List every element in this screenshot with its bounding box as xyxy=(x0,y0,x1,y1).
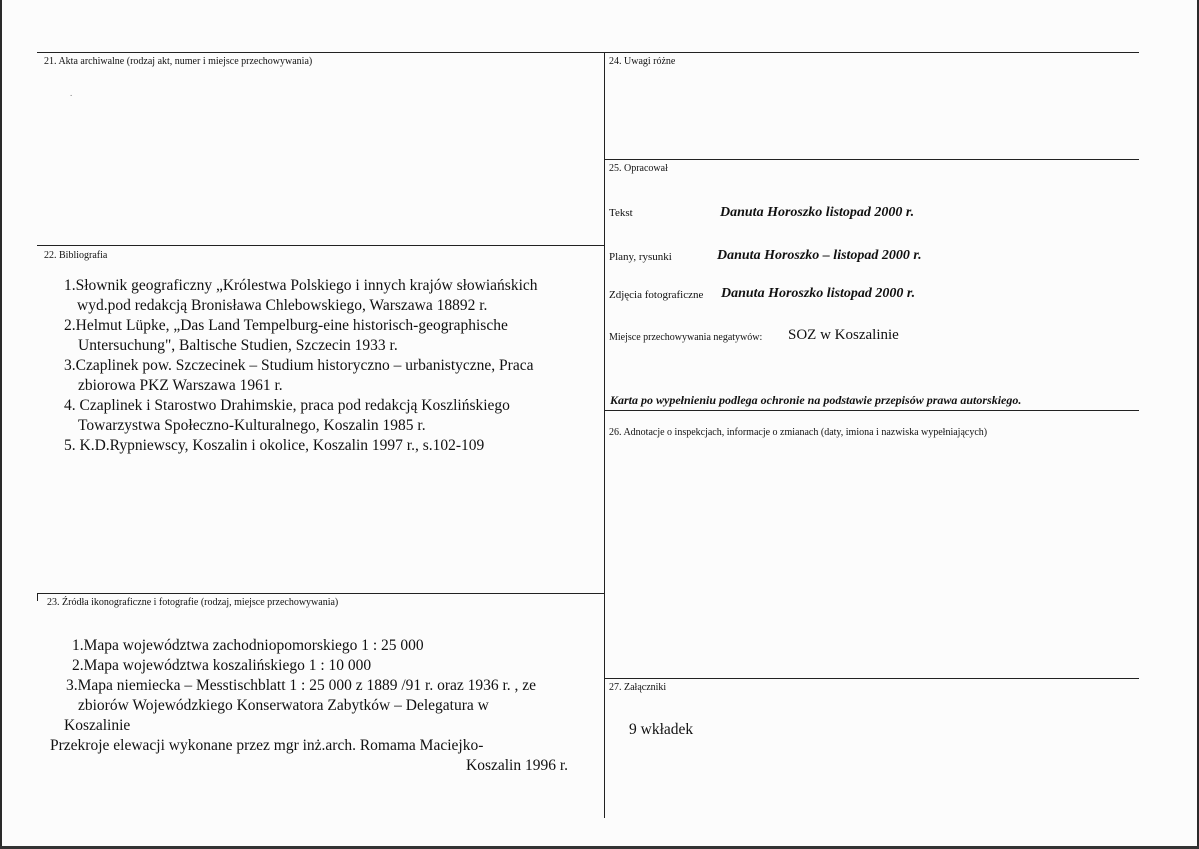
section-22-label: 22. Bibliografia xyxy=(44,250,108,261)
list-item: 2.Helmut Lüpke, „Das Land Tempelburg-eine historisch-geographische xyxy=(64,317,508,334)
tekst-label: Tekst xyxy=(609,207,633,219)
column-divider xyxy=(604,52,605,818)
list-item: Koszalinie xyxy=(64,717,131,734)
list-item: zbiorów Wojewódzkiego Konserwatora Zabytków – Delegatura w xyxy=(78,697,489,714)
list-item: 3.Czaplinek pow. Szczecinek – Studium historyczno – urbanistyczne, Praca xyxy=(64,357,534,374)
copyright-notice: Karta po wypełnieniu podlega ochronie na podstawie przepisów prawa autorskiego. xyxy=(610,393,1022,407)
zdjecia-label: Zdjęcia fotograficzne xyxy=(609,289,704,301)
iconography-list xyxy=(48,636,568,776)
bibliography-list xyxy=(64,276,538,456)
miejsce-label: Miejsce przechowywania negatywów: xyxy=(609,332,763,343)
list-item: 3.Mapa niemiecka – Messtischblatt 1 : 25 000 z 1889 /91 r. oraz 1936 r. , ze xyxy=(66,677,537,694)
rule-notice xyxy=(604,410,1139,411)
section-27-label: 27. Załączniki xyxy=(609,682,667,693)
list-item: Untersuchung", Baltische Studien, Szczecin 1933 r. xyxy=(78,337,398,354)
list-item: Koszalin 1996 r. xyxy=(466,757,569,774)
zdjecia-value: Danuta Horoszko listopad 2000 r. xyxy=(721,286,916,301)
section-23-label: 23. Źródła ikonograficzne i fotografie (rodzaj, miejsce przechowywania) xyxy=(47,597,339,608)
list-item: 2.Mapa województwa koszalińskiego 1 : 10 000 xyxy=(72,657,372,674)
tekst-value: Danuta Horoszko listopad 2000 r. xyxy=(720,205,915,220)
left-bottom-tick xyxy=(37,593,38,601)
list-item: 1.Słownik geograficzny „Królestwa Polskiego i innych krajów słowiańskich xyxy=(64,277,538,294)
rule-23 xyxy=(37,593,604,594)
rule-25 xyxy=(604,159,1139,160)
section-26-label: 26. Adnotacje o inspekcjach, informacje o zmianach (daty, imiona i nazwiska wypełniających) xyxy=(609,427,988,438)
rule-27 xyxy=(604,678,1139,679)
miejsce-value: SOZ w Koszalinie xyxy=(788,327,899,343)
top-rule xyxy=(37,52,1139,53)
section-24-label: 24. Uwagi różne xyxy=(609,56,676,67)
list-item: zbiorowa PKZ Warszawa 1961 r. xyxy=(78,377,283,394)
scan-speck: . xyxy=(70,88,73,98)
list-item: wyd.pod redakcją Bronisława Chlebowskiego, Warszawa 18892 r. xyxy=(77,297,488,314)
attachments-value: 9 wkładek xyxy=(629,721,694,738)
plany-label: Plany, rysunki xyxy=(609,251,672,263)
list-item: Towarzystwa Społeczno-Kulturalnego, Koszalin 1985 r. xyxy=(78,417,426,434)
list-item: Przekroje elewacji wykonane przez mgr inż.arch. Romama Maciejko- xyxy=(50,737,484,754)
section-21-label: 21. Akta archiwalne (rodzaj akt, numer i miejsce przechowywania) xyxy=(44,56,313,67)
section-25-label: 25. Opracował xyxy=(609,163,668,174)
scan-edge-left xyxy=(0,0,2,849)
list-item: 1.Mapa województwa zachodniopomorskiego 1 : 25 000 xyxy=(72,637,424,654)
list-item: 4. Czaplinek i Starostwo Drahimskie, praca pod redakcją Koszlińskiego xyxy=(64,397,510,414)
plany-value: Danuta Horoszko – listopad 2000 r. xyxy=(717,248,922,263)
rule-22 xyxy=(37,245,604,246)
list-item: 5. K.D.Rypniewscy, Koszalin i okolice, Koszalin 1997 r., s.102-109 xyxy=(64,437,485,454)
